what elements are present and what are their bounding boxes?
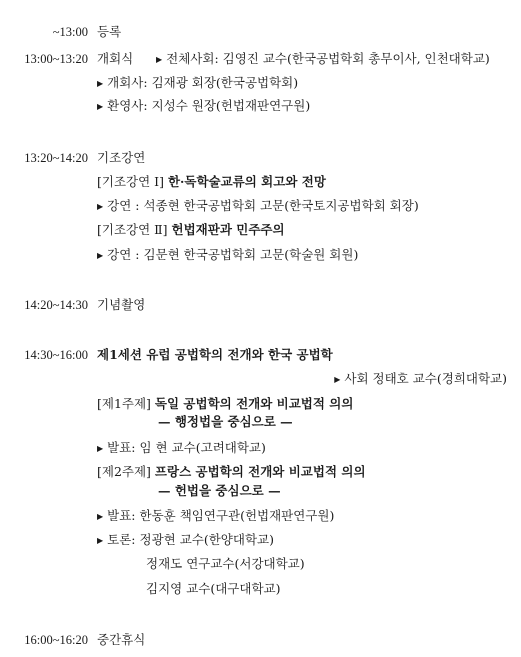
time-keynote: 13:20~14:20 [24,151,88,165]
time-photo: 14:20~14:30 [24,298,88,312]
topic-1-subtitle: — 행정법을 중심으로 — [158,414,293,429]
topic-2: [제2주제] 프랑스 공법학의 전개와 비교법적 의의 [97,464,366,479]
triangle-bullet-icon: ▶ [97,444,104,453]
opening-line-address: ▶ 개회사: 김재광 회장(한국공법학회) [97,75,299,90]
session1-chair: ▶ 사회 정태호 교수(경희대학교) [334,371,507,386]
topic-1-presenter: ▶ 발표: 임 현 교수(고려대학교) [97,440,266,455]
keynote-2-speaker: ▶ 강연 : 김문현 한국공법학회 고문(학술원 회원) [97,247,359,262]
time-registration: ~13:00 [52,25,88,39]
keynote-1-speaker: ▶ 강연 : 석종현 한국공법학회 고문(한국토지공법학회 회장) [97,198,419,213]
discussant-2: 정재도 연구교수(서강대학교) [146,556,305,571]
triangle-bullet-icon: ▶ [97,512,104,521]
triangle-bullet-icon: ▶ [97,79,104,88]
keynote-1: [기조강연 Ⅰ] 한·독학술교류의 회고와 전망 [97,174,326,189]
item-photo: 기념촬영 [97,297,146,312]
triangle-bullet-icon: ▶ [97,536,104,545]
session1-title: 제1세션 유럽 공법학의 전개와 한국 공법학 [97,347,333,362]
discussant-1: ▶ 토론: 정광현 교수(한양대학교) [97,532,274,547]
triangle-bullet-icon: ▶ [156,55,163,64]
discussant-3: 김지영 교수(대구대학교) [146,581,281,596]
keynote-2: [기조강연 Ⅱ] 헌법재판과 민주주의 [97,222,285,237]
triangle-bullet-icon: ▶ [97,202,104,211]
item-opening: 개회식 [97,51,134,66]
topic-1: [제1주제] 독일 공법학의 전개와 비교법적 의의 [97,396,354,411]
topic-2-subtitle: — 헌법을 중심으로 — [158,483,281,498]
item-registration: 등록 [97,24,122,39]
time-opening: 13:00~13:20 [24,52,88,66]
opening-line-welcome: ▶ 환영사: 지성수 원장(헌법재판연구원) [97,98,311,113]
item-keynote: 기조강연 [97,150,146,165]
topic-2-presenter: ▶ 발표: 한동훈 책임연구관(헌법재판연구원) [97,508,335,523]
time-session1: 14:30~16:00 [24,348,88,362]
triangle-bullet-icon: ▶ [97,251,104,260]
item-break: 중간휴식 [97,632,146,647]
triangle-bullet-icon: ▶ [97,102,104,111]
time-break: 16:00~16:20 [24,633,88,647]
triangle-bullet-icon: ▶ [334,375,341,384]
opening-line-mc: ▶ 전체사회: 김영진 교수(한국공법학회 총무이사, 인천대학교) [156,51,490,66]
